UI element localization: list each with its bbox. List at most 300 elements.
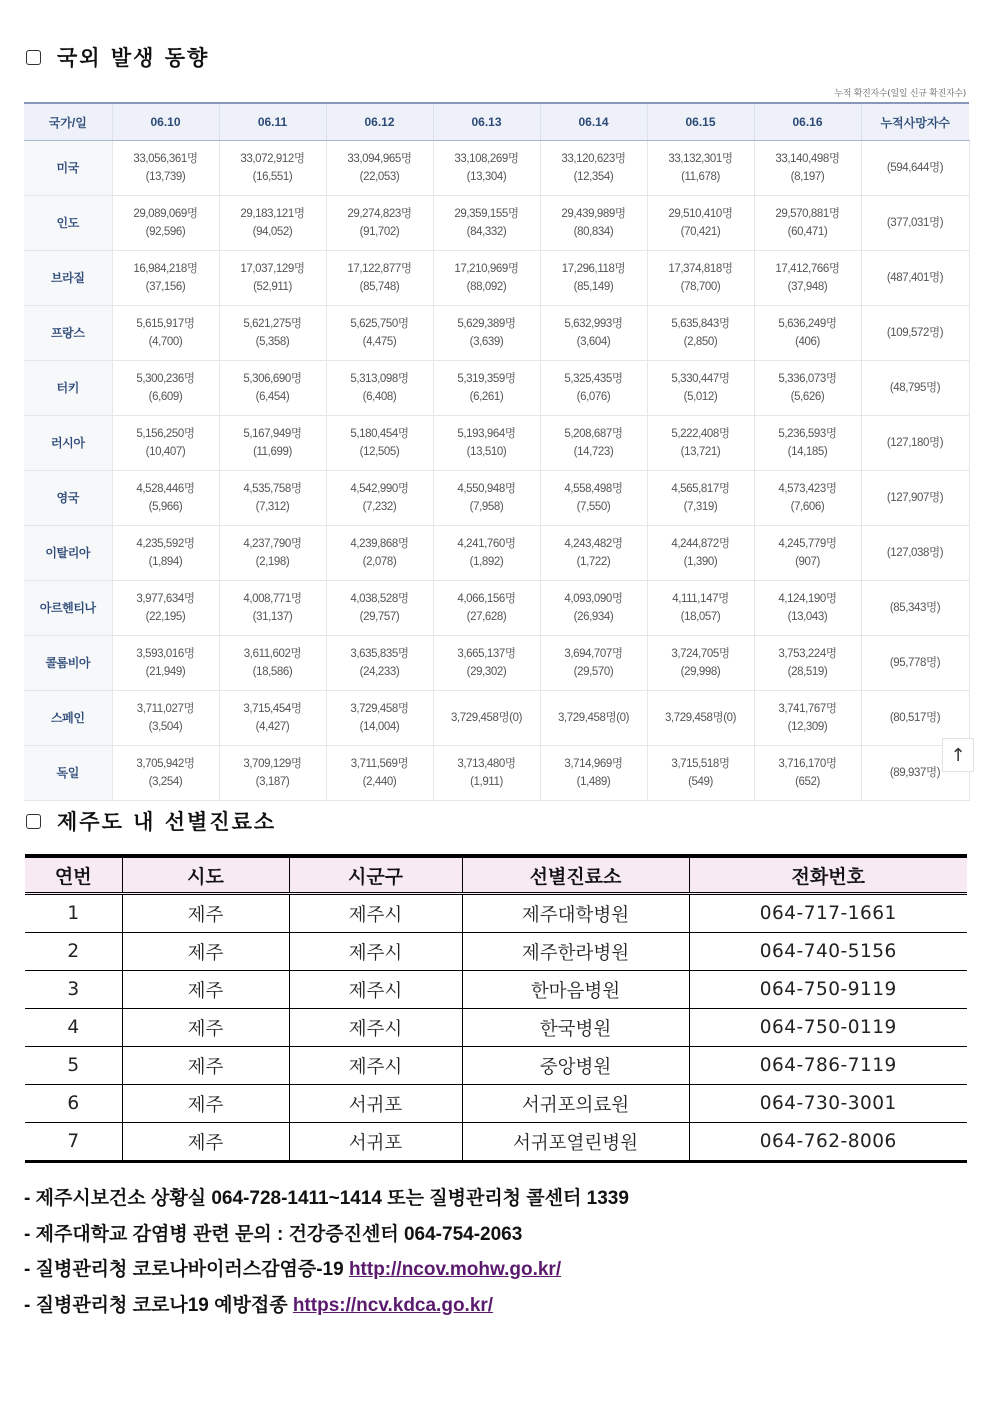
- daily-new-cases: (1,489): [576, 776, 611, 788]
- country-name: 브라질: [24, 251, 112, 306]
- row-number: 1: [25, 894, 122, 933]
- case-cell: [433, 361, 540, 416]
- case-cell: [647, 526, 754, 581]
- cumulative-cases: 17,412,766명: [775, 263, 840, 275]
- cumulative-cases: 29,439,989명: [561, 208, 626, 220]
- total-deaths: (95,778명): [861, 636, 969, 691]
- cumulative-cases: 4,066,156명: [457, 593, 516, 605]
- cumulative-cases: 29,510,410명: [668, 208, 733, 220]
- cumulative-cases: 33,094,965명: [347, 153, 412, 165]
- daily-new-cases: (6,076): [576, 391, 611, 403]
- daily-new-cases: (21,949): [145, 666, 186, 678]
- cumulative-cases: 33,072,912명: [240, 153, 305, 165]
- daily-new-cases: (12,354): [573, 171, 614, 183]
- cumulative-cases: 4,008,771명: [243, 593, 302, 605]
- case-cell: [433, 526, 540, 581]
- case-cell: [647, 141, 754, 196]
- cumulative-cases: 4,111,147명: [672, 593, 729, 605]
- table-header-row: [24, 103, 969, 141]
- case-cell: [540, 416, 647, 471]
- country-name: 독일: [24, 746, 112, 801]
- cumulative-cases: 5,330,447명: [671, 373, 730, 385]
- header-total-deaths: 누적사망자수: [861, 103, 969, 141]
- table-row: [25, 1085, 967, 1123]
- case-cell: [540, 306, 647, 361]
- case-cell: [219, 306, 326, 361]
- case-cell: [433, 416, 540, 471]
- case-cell: [754, 251, 861, 306]
- case-cell: [219, 526, 326, 581]
- case-cell: [433, 581, 540, 636]
- table-row: [24, 581, 969, 636]
- case-cell: [326, 196, 433, 251]
- country-name: 러시아: [24, 416, 112, 471]
- phone-number: 064-750-9119: [689, 971, 967, 1009]
- daily-new-cases: (85,149): [573, 281, 614, 293]
- daily-new-cases: (14,723): [573, 446, 614, 458]
- row-number: 6: [25, 1085, 122, 1123]
- checkbox-square-icon: [26, 814, 41, 829]
- cumulative-cases: 29,274,823명: [347, 208, 412, 220]
- cumulative-cases: 3,753,224명: [778, 648, 837, 660]
- cumulative-cases: 5,306,690명: [243, 373, 302, 385]
- cumulative-cases: 4,542,990명: [350, 483, 409, 495]
- case-cell: [540, 691, 647, 746]
- header-date: 06.15: [647, 103, 754, 141]
- case-cell: [433, 746, 540, 801]
- case-cell: [326, 526, 433, 581]
- overseas-title-text: 국외 발생 동향: [57, 46, 210, 70]
- cumulative-cases: 4,243,482명: [564, 538, 623, 550]
- daily-new-cases: (6,408): [362, 391, 397, 403]
- cumulative-cases: 16,984,218명: [133, 263, 198, 275]
- case-cell: [326, 416, 433, 471]
- table-row: [25, 1047, 967, 1085]
- note-line: [24, 1288, 629, 1324]
- total-deaths: (80,517명): [861, 691, 969, 746]
- case-cell: [540, 636, 647, 691]
- total-deaths: (85,343명): [861, 581, 969, 636]
- cumulative-cases: 3,977,634명: [136, 593, 195, 605]
- cumulative-cases: 5,625,750명: [350, 318, 409, 330]
- cumulative-cases: 5,629,389명: [457, 318, 516, 330]
- case-cell: [112, 581, 219, 636]
- case-cell: [326, 471, 433, 526]
- case-cell: [112, 471, 219, 526]
- district: 서귀포: [289, 1123, 462, 1162]
- daily-new-cases: (10,407): [145, 446, 186, 458]
- country-name: 이탈리아: [24, 526, 112, 581]
- cumulative-cases: 17,210,969명: [454, 263, 519, 275]
- cumulative-cases: 3,694,707명: [564, 648, 623, 660]
- contact-notes: [24, 1181, 629, 1323]
- daily-new-cases: (652): [795, 776, 820, 788]
- case-cell: [326, 746, 433, 801]
- daily-new-cases: (7,312): [255, 501, 290, 513]
- clinic-name: 중앙병원: [462, 1047, 689, 1085]
- note-text: - 질병관리청 코로나19 예방접종: [24, 1294, 293, 1316]
- website-link[interactable]: http://ncov.mohw.go.kr/: [348, 1259, 562, 1280]
- daily-new-cases: (31,137): [252, 611, 293, 623]
- cumulative-cases: 4,237,790명: [243, 538, 302, 550]
- case-cell: [433, 471, 540, 526]
- note-text: - 제주시보건소 상황실 064-728-1411~1414 또는 질병관리청 콜센터 1339: [24, 1188, 629, 1209]
- cumulative-cases: 5,615,917명: [136, 318, 195, 330]
- cumulative-cases: 3,611,602명: [243, 648, 302, 660]
- overseas-section-title: [26, 42, 209, 72]
- clinics-title-text: 제주도 내 선별진료소: [57, 810, 277, 834]
- cumulative-cases: 4,550,948명: [457, 483, 516, 495]
- daily-new-cases: (5,966): [148, 501, 183, 513]
- case-cell: [112, 526, 219, 581]
- daily-new-cases: (2,198): [255, 556, 290, 568]
- case-cell: [219, 746, 326, 801]
- cumulative-cases: 17,037,129명: [240, 263, 305, 275]
- case-cell: [754, 141, 861, 196]
- cumulative-cases: 3,716,170명: [778, 758, 837, 770]
- cumulative-cases: 4,038,528명: [350, 593, 409, 605]
- daily-new-cases: (3,187): [255, 776, 290, 788]
- case-cell: [647, 636, 754, 691]
- case-cell: [112, 251, 219, 306]
- total-deaths: (89,937명): [861, 746, 969, 801]
- case-cell: [540, 196, 647, 251]
- header-province: 시도: [122, 856, 289, 894]
- daily-new-cases: (549): [688, 776, 713, 788]
- case-cell: [112, 636, 219, 691]
- clinic-name: 한국병원: [462, 1009, 689, 1047]
- total-deaths: (487,401명): [861, 251, 969, 306]
- cumulative-cases: 29,359,155명: [454, 208, 519, 220]
- cumulative-cases: 4,235,592명: [136, 538, 195, 550]
- daily-new-cases: (406): [795, 336, 820, 348]
- case-cell: [647, 471, 754, 526]
- table-header-row: [25, 856, 967, 894]
- case-cell: [540, 526, 647, 581]
- case-cell: [754, 746, 861, 801]
- clinic-name: 서귀포열린병원: [462, 1123, 689, 1162]
- case-cell: [754, 306, 861, 361]
- total-deaths: (127,038명): [861, 526, 969, 581]
- daily-new-cases: (3,639): [469, 336, 504, 348]
- table-row: [24, 746, 969, 801]
- daily-new-cases: (85,748): [359, 281, 400, 293]
- note-line: [24, 1252, 629, 1288]
- daily-new-cases: (14,004): [359, 721, 400, 733]
- cumulative-cases: 29,570,881명: [775, 208, 840, 220]
- case-cell: [540, 251, 647, 306]
- phone-number: 064-730-3001: [689, 1085, 967, 1123]
- case-cell: [433, 251, 540, 306]
- table-row: [24, 141, 969, 196]
- cumulative-cases: 33,132,301명: [668, 153, 733, 165]
- cumulative-cases: 4,245,779명: [778, 538, 837, 550]
- table-row: [24, 526, 969, 581]
- cumulative-cases: 3,714,969명: [564, 758, 623, 770]
- daily-new-cases: (7,232): [362, 501, 397, 513]
- cumulative-cases: 5,632,993명: [564, 318, 623, 330]
- daily-new-cases: (28,519): [787, 666, 828, 678]
- checkbox-square-icon: [26, 50, 41, 65]
- daily-new-cases: (78,700): [680, 281, 721, 293]
- daily-new-cases: (907): [795, 556, 820, 568]
- table-row: [25, 933, 967, 971]
- case-cell: [326, 691, 433, 746]
- cumulative-cases: 4,528,446명: [136, 483, 195, 495]
- case-cell: [540, 471, 647, 526]
- arrow-up-icon: ↑: [950, 744, 966, 766]
- case-cell: [112, 141, 219, 196]
- case-cell: [754, 581, 861, 636]
- daily-new-cases: (94,052): [252, 226, 293, 238]
- cumulative-cases: 5,313,098명: [350, 373, 409, 385]
- daily-new-cases: (6,454): [255, 391, 290, 403]
- case-cell: [219, 196, 326, 251]
- case-cell: [540, 581, 647, 636]
- phone-number: 064-717-1661: [689, 894, 967, 933]
- country-name: 영국: [24, 471, 112, 526]
- daily-new-cases: (18,057): [680, 611, 721, 623]
- cumulative-cases: 5,167,949명: [243, 428, 302, 440]
- note-line: [24, 1217, 629, 1253]
- daily-new-cases: (12,309): [787, 721, 828, 733]
- table-row: [24, 416, 969, 471]
- cumulative-cases: 3,724,705명: [671, 648, 730, 660]
- header-date: 06.16: [754, 103, 861, 141]
- daily-new-cases: (13,043): [787, 611, 828, 623]
- daily-new-cases: (13,304): [466, 171, 507, 183]
- website-link[interactable]: https://ncv.kdca.go.kr/: [292, 1294, 494, 1316]
- clinic-name: 서귀포의료원: [462, 1085, 689, 1123]
- cumulative-cases: 3,741,767명: [778, 703, 837, 715]
- cumulative-cases: 3,711,027명: [136, 703, 195, 715]
- overseas-cases-table: [24, 102, 970, 801]
- cumulative-cases: 5,635,843명: [671, 318, 730, 330]
- daily-new-cases: (2,850): [683, 336, 718, 348]
- phone-number: 064-762-8006: [689, 1123, 967, 1162]
- cumulative-cases: 3,715,518명: [671, 758, 730, 770]
- note-line: [24, 1181, 629, 1217]
- table-row: [24, 196, 969, 251]
- daily-new-cases: (16,551): [252, 171, 293, 183]
- cumulative-cases: 4,558,498명: [564, 483, 623, 495]
- daily-new-cases: (5,626): [790, 391, 825, 403]
- district: 제주시: [289, 971, 462, 1009]
- total-deaths: (127,180명): [861, 416, 969, 471]
- header-date: 06.12: [326, 103, 433, 141]
- daily-new-cases: (1,894): [148, 556, 183, 568]
- cumulative-cases: 5,180,454명: [350, 428, 409, 440]
- case-cell: [647, 251, 754, 306]
- note-text: - 질병관리청 코로나바이러스감염증-19: [24, 1259, 349, 1280]
- daily-new-cases: (3,254): [148, 776, 183, 788]
- cumulative-cases: 17,374,818명: [668, 263, 733, 275]
- case-cell: [219, 251, 326, 306]
- daily-new-cases: (3,504): [148, 721, 183, 733]
- case-cell: [433, 691, 540, 746]
- daily-new-cases: (91,702): [359, 226, 400, 238]
- daily-new-cases: (4,475): [362, 336, 397, 348]
- table-row: [24, 471, 969, 526]
- header-date: 06.13: [433, 103, 540, 141]
- daily-new-cases: (1,892): [469, 556, 504, 568]
- total-deaths: (594,644명): [861, 141, 969, 196]
- cumulative-cases: 17,122,877명: [347, 263, 412, 275]
- overseas-table-container: [24, 102, 968, 788]
- daily-new-cases: (6,261): [469, 391, 504, 403]
- district: 서귀포: [289, 1085, 462, 1123]
- case-cell: [647, 361, 754, 416]
- case-cell: [754, 691, 861, 746]
- cumulative-cases: 4,565,817명: [671, 483, 730, 495]
- province: 제주: [122, 971, 289, 1009]
- header-district: 시군구: [289, 856, 462, 894]
- row-number: 4: [25, 1009, 122, 1047]
- table-row: [24, 636, 969, 691]
- daily-new-cases: (84,332): [466, 226, 507, 238]
- daily-new-cases: (14,185): [787, 446, 828, 458]
- daily-new-cases: (13,721): [680, 446, 721, 458]
- cumulative-cases: 4,535,758명: [243, 483, 302, 495]
- cumulative-cases: 3,705,942명: [136, 758, 195, 770]
- daily-new-cases: (2,440): [362, 776, 397, 788]
- total-deaths: (48,795명): [861, 361, 969, 416]
- province: 제주: [122, 1085, 289, 1123]
- case-cell: [540, 361, 647, 416]
- case-cell: [219, 361, 326, 416]
- case-cell: [219, 636, 326, 691]
- case-cell: [326, 251, 433, 306]
- table-row: [24, 306, 969, 361]
- district: 제주시: [289, 933, 462, 971]
- case-cell: [112, 196, 219, 251]
- daily-new-cases: (88,092): [466, 281, 507, 293]
- country-name: 아르헨티나: [24, 581, 112, 636]
- case-cell: [112, 746, 219, 801]
- daily-new-cases: (80,834): [573, 226, 614, 238]
- country-name: 콜롬비아: [24, 636, 112, 691]
- row-number: 3: [25, 971, 122, 1009]
- header-clinic: 선별진료소: [462, 856, 689, 894]
- cumulative-cases: 5,636,249명: [778, 318, 837, 330]
- table-row: [24, 691, 969, 746]
- table-row: [25, 971, 967, 1009]
- total-deaths: (109,572명): [861, 306, 969, 361]
- daily-new-cases: (1,911): [470, 776, 503, 788]
- daily-new-cases: (29,757): [359, 611, 400, 623]
- cumulative-cases: 3,729,458명(0): [664, 712, 737, 724]
- header-no: 연번: [25, 856, 122, 894]
- cumulative-cases: 33,140,498명: [775, 153, 840, 165]
- cumulative-cases: 29,089,069명: [133, 208, 198, 220]
- case-cell: [754, 636, 861, 691]
- cumulative-cases: 33,108,269명: [454, 153, 519, 165]
- cumulative-cases: 17,296,118명: [561, 263, 626, 275]
- cumulative-cases: 3,729,458명: [350, 703, 409, 715]
- daily-new-cases: (7,958): [469, 501, 504, 513]
- case-cell: [112, 416, 219, 471]
- case-cell: [754, 471, 861, 526]
- daily-new-cases: (7,606): [790, 501, 825, 513]
- phone-number: 064-750-0119: [689, 1009, 967, 1047]
- cumulative-cases: 3,665,137명: [457, 648, 516, 660]
- cumulative-cases: 5,319,359명: [457, 373, 516, 385]
- daily-new-cases: (29,302): [466, 666, 507, 678]
- daily-new-cases: (29,998): [680, 666, 721, 678]
- province: 제주: [122, 1047, 289, 1085]
- daily-new-cases: (37,948): [787, 281, 828, 293]
- header-date: 06.11: [219, 103, 326, 141]
- case-cell: [219, 691, 326, 746]
- cumulative-cases: 5,193,964명: [457, 428, 516, 440]
- clinic-name: 제주한라병원: [462, 933, 689, 971]
- daily-new-cases: (4,427): [255, 721, 290, 733]
- daily-new-cases: (8,197): [790, 171, 825, 183]
- row-number: 2: [25, 933, 122, 971]
- case-cell: [540, 141, 647, 196]
- header-date: 06.14: [540, 103, 647, 141]
- case-cell: [326, 141, 433, 196]
- cumulative-cases: 4,239,868명: [350, 538, 409, 550]
- header-phone: 전화번호: [689, 856, 967, 894]
- cumulative-cases: 5,336,073명: [778, 373, 837, 385]
- row-number: 7: [25, 1123, 122, 1162]
- cumulative-cases: 3,711,569명: [350, 758, 409, 770]
- table-row: [24, 361, 969, 416]
- cumulative-cases: 5,300,236명: [136, 373, 195, 385]
- daily-new-cases: (22,053): [359, 171, 400, 183]
- case-cell: [326, 581, 433, 636]
- cumulative-cases: 4,244,872명: [671, 538, 730, 550]
- case-cell: [754, 416, 861, 471]
- daily-new-cases: (5,012): [683, 391, 718, 403]
- daily-new-cases: (2,078): [362, 556, 397, 568]
- case-cell: [647, 306, 754, 361]
- case-cell: [112, 306, 219, 361]
- daily-new-cases: (37,156): [145, 281, 186, 293]
- cumulative-cases: 3,729,458명(0): [557, 712, 630, 724]
- case-cell: [219, 141, 326, 196]
- scroll-top-button[interactable]: [942, 738, 974, 772]
- case-cell: [326, 636, 433, 691]
- case-cell: [754, 196, 861, 251]
- case-cell: [219, 581, 326, 636]
- case-cell: [754, 361, 861, 416]
- case-cell: [647, 196, 754, 251]
- country-name: 스페인: [24, 691, 112, 746]
- table-row: [25, 1009, 967, 1047]
- province: 제주: [122, 933, 289, 971]
- daily-new-cases: (4,700): [148, 336, 183, 348]
- cumulative-cases: 5,236,593명: [778, 428, 837, 440]
- case-cell: [433, 636, 540, 691]
- cumulative-cases: 33,120,623명: [561, 153, 626, 165]
- daily-new-cases: (70,421): [680, 226, 721, 238]
- table-row: [24, 251, 969, 306]
- country-name: 프랑스: [24, 306, 112, 361]
- cumulative-cases: 3,709,129명: [243, 758, 302, 770]
- case-cell: [754, 526, 861, 581]
- daily-new-cases: (7,319): [683, 501, 718, 513]
- phone-number: 064-740-5156: [689, 933, 967, 971]
- cumulative-cases: 3,635,835명: [350, 648, 409, 660]
- daily-new-cases: (6,609): [148, 391, 183, 403]
- daily-new-cases: (92,596): [145, 226, 186, 238]
- cumulative-cases: 5,156,250명: [136, 428, 195, 440]
- daily-new-cases: (60,471): [787, 226, 828, 238]
- district: 제주시: [289, 894, 462, 933]
- country-name: 미국: [24, 141, 112, 196]
